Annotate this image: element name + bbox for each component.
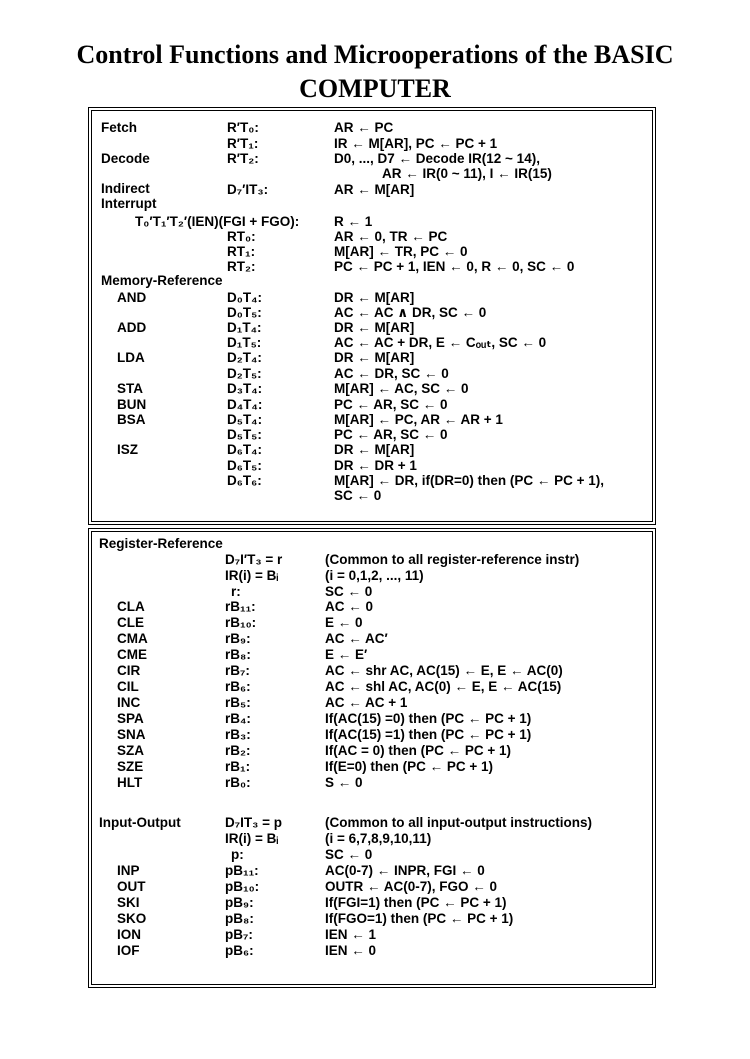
- microoperation: M[AR] ← PC, AR ← AR + 1: [334, 412, 503, 427]
- page-title: [0, 38, 750, 106]
- microoperation: SC ← 0: [334, 488, 382, 503]
- heading-indirect: Indirect: [101, 181, 150, 196]
- microoperation: AC ← shl AC, AC(0) ← E, E ← AC(15): [325, 679, 562, 694]
- control-function: rB₅:: [225, 695, 251, 710]
- instr-name: HLT: [117, 775, 143, 790]
- instr-name: IOF: [117, 943, 140, 958]
- microoperation: If(E=0) then (PC ← PC + 1): [325, 759, 494, 774]
- microoperation: AR ← PC: [334, 120, 394, 135]
- control-function: pB₉:: [225, 895, 254, 910]
- control-function: D₂T₅:: [227, 366, 262, 381]
- control-function: D₇IT₃ = p: [225, 815, 283, 830]
- control-function: p:: [231, 847, 244, 862]
- microoperation: M[AR] ← AC, SC ← 0: [334, 381, 469, 396]
- microoperation: AC ← 0: [325, 599, 374, 614]
- control-function: D₂T₄:: [227, 350, 262, 365]
- instr-name: ION: [117, 927, 142, 942]
- control-function: pB₁₀:: [225, 879, 260, 894]
- instr-name: SKI: [117, 895, 140, 910]
- heading-fetch: Fetch: [101, 120, 138, 135]
- microoperation: AC ← DR, SC ← 0: [334, 366, 449, 381]
- control-function: D₀T₅:: [227, 305, 262, 320]
- microoperation: AC ← AC′: [325, 631, 388, 646]
- control-function: IR(i) = Bᵢ: [225, 831, 279, 846]
- instr-name: CLA: [117, 599, 145, 614]
- control-function: pB₈:: [225, 911, 254, 926]
- microoperation: (i = 6,7,8,9,10,11): [325, 831, 432, 846]
- control-function: RT₀:: [227, 229, 256, 244]
- instr-name: SZA: [117, 743, 144, 758]
- control-function: R′T₁:: [227, 136, 259, 151]
- microoperation: IEN ← 1: [325, 927, 377, 942]
- control-function: rB₃:: [225, 727, 251, 742]
- control-function: pB₆:: [225, 943, 254, 958]
- control-function: rB₉:: [225, 631, 251, 646]
- instr-name: CIL: [117, 679, 139, 694]
- microoperation: DR ← M[AR]: [334, 290, 415, 305]
- microoperation: IEN ← 0: [325, 943, 377, 958]
- instr-name: INC: [117, 695, 141, 710]
- interrupt-condition: T₀′T₁′T₂′(IEN)(FGI + FGO):: [135, 214, 300, 229]
- control-function: r:: [231, 584, 241, 599]
- instr-name: SZE: [117, 759, 144, 774]
- instr-name: ADD: [117, 320, 147, 335]
- microoperation: E ← 0: [325, 615, 363, 630]
- control-function: R′T₀:: [227, 120, 259, 135]
- control-function: D₁T₅:: [227, 335, 262, 350]
- control-function: D₄T₄:: [227, 397, 263, 412]
- control-function: rB₁₁:: [225, 599, 256, 614]
- instr-name: CIR: [117, 663, 141, 678]
- instr-name: CLE: [117, 615, 144, 630]
- microoperation: D0, ..., D7 ← Decode IR(12 ~ 14),: [334, 151, 540, 166]
- microoperation: (Common to all input-output instructions): [325, 815, 592, 830]
- microoperation: PC ← PC + 1, IEN ← 0, R ← 0, SC ← 0: [334, 259, 575, 274]
- control-function: D₇I′T₃ = r: [225, 552, 283, 567]
- microoperation: SC ← 0: [325, 584, 373, 599]
- control-function: rB₆:: [225, 679, 251, 694]
- control-function: IR(i) = Bᵢ: [225, 568, 279, 583]
- control-function: D₅T₄:: [227, 412, 263, 427]
- control-function: R′T₂:: [227, 151, 259, 166]
- control-function: rB₈:: [225, 647, 251, 662]
- microoperation: AR ← 0, TR ← PC: [334, 229, 448, 244]
- microoperation: PC ← AR, SC ← 0: [334, 397, 448, 412]
- instr-name: SKO: [117, 911, 147, 926]
- control-function: pB₁₁:: [225, 863, 259, 878]
- microoperation: DR ← M[AR]: [334, 320, 415, 335]
- control-function: D₅T₅:: [227, 427, 262, 442]
- instr-name: LDA: [117, 350, 145, 365]
- control-function: rB₇:: [225, 663, 250, 678]
- control-function: rB₁₀:: [225, 615, 257, 630]
- microoperation: PC ← AR, SC ← 0: [334, 427, 448, 442]
- heading-register-reference: Register-Reference: [99, 536, 223, 551]
- title-line-2: COMPUTER: [299, 74, 451, 103]
- microoperation: AR ← IR(0 ~ 11), I ← IR(15): [382, 166, 552, 181]
- fetch-decode-memory-panel: [88, 107, 656, 525]
- instr-name: INP: [117, 863, 140, 878]
- control-function: pB₇:: [225, 927, 253, 942]
- control-function: D₆T₆:: [227, 473, 262, 488]
- control-function: D₀T₄:: [227, 290, 263, 305]
- title-line-1: Control Functions and Microoperations of the BASIC: [76, 40, 674, 69]
- control-function: RT₂:: [227, 259, 256, 274]
- control-function: rB₄:: [225, 711, 251, 726]
- microoperation: AC(0-7) ← INPR, FGI ← 0: [325, 863, 485, 878]
- instr-name: CMA: [117, 631, 148, 646]
- microoperation: AR ← M[AR]: [334, 182, 415, 197]
- microoperation: IR ← M[AR], PC ← PC + 1: [334, 136, 498, 151]
- microoperation: If(FGO=1) then (PC ← PC + 1): [325, 911, 514, 926]
- microoperation: M[AR] ← TR, PC ← 0: [334, 244, 468, 259]
- control-function: RT₁:: [227, 244, 256, 259]
- instr-name: CME: [117, 647, 147, 662]
- heading-decode: Decode: [101, 151, 150, 166]
- control-function: D₇′IT₃:: [227, 182, 269, 197]
- control-function: D₃T₄:: [227, 381, 263, 396]
- control-function: rB₁:: [225, 759, 251, 774]
- microoperation: AC ← AC + 1: [325, 695, 408, 710]
- microoperation: S ← 0: [325, 775, 363, 790]
- microoperation: M[AR] ← DR, if(DR=0) then (PC ← PC + 1),: [334, 473, 605, 488]
- control-function: D₁T₄:: [227, 320, 262, 335]
- instr-name: AND: [117, 290, 147, 305]
- microoperation: SC ← 0: [325, 847, 373, 862]
- heading-input-output: Input-Output: [99, 815, 181, 830]
- control-function: D₆T₅:: [227, 458, 262, 473]
- microoperation: (Common to all register-reference instr): [325, 552, 580, 567]
- instr-name: BSA: [117, 412, 146, 427]
- instr-name: STA: [117, 381, 143, 396]
- control-function: D₆T₄:: [227, 442, 263, 457]
- microoperation: DR ← DR + 1: [334, 458, 417, 473]
- microoperation: If(AC = 0) then (PC ← PC + 1): [325, 743, 512, 758]
- microoperation: If(AC(15) =0) then (PC ← PC + 1): [325, 711, 532, 726]
- microoperation: (i = 0,1,2, ..., 11): [325, 568, 424, 583]
- instr-name: ISZ: [117, 442, 139, 457]
- microoperation: DR ← M[AR]: [334, 350, 415, 365]
- microoperation: AC ← AC ∧ DR, SC ← 0: [334, 305, 487, 320]
- microoperation: If(AC(15) =1) then (PC ← PC + 1): [325, 727, 532, 742]
- control-function: rB₂:: [225, 743, 251, 758]
- register-io-panel: [88, 528, 656, 988]
- heading-memory-reference: Memory-Reference: [101, 273, 223, 288]
- instr-name: SPA: [117, 711, 144, 726]
- microoperation: AC ← AC + DR, E ← Cₒᵤₜ, SC ← 0: [334, 335, 547, 350]
- microoperation: If(FGI=1) then (PC ← PC + 1): [325, 895, 507, 910]
- microoperation: AC ← shr AC, AC(15) ← E, E ← AC(0): [325, 663, 563, 678]
- microoperation: OUTR ← AC(0-7), FGO ← 0: [325, 879, 498, 894]
- microoperation: R ← 1: [334, 214, 373, 229]
- heading-interrupt: Interrupt: [101, 196, 157, 211]
- instr-name: BUN: [117, 397, 147, 412]
- control-function: rB₀:: [225, 775, 251, 790]
- microoperation: E ← E′: [325, 647, 368, 662]
- microoperation: DR ← M[AR]: [334, 442, 415, 457]
- instr-name: SNA: [117, 727, 146, 742]
- instr-name: OUT: [117, 879, 146, 894]
